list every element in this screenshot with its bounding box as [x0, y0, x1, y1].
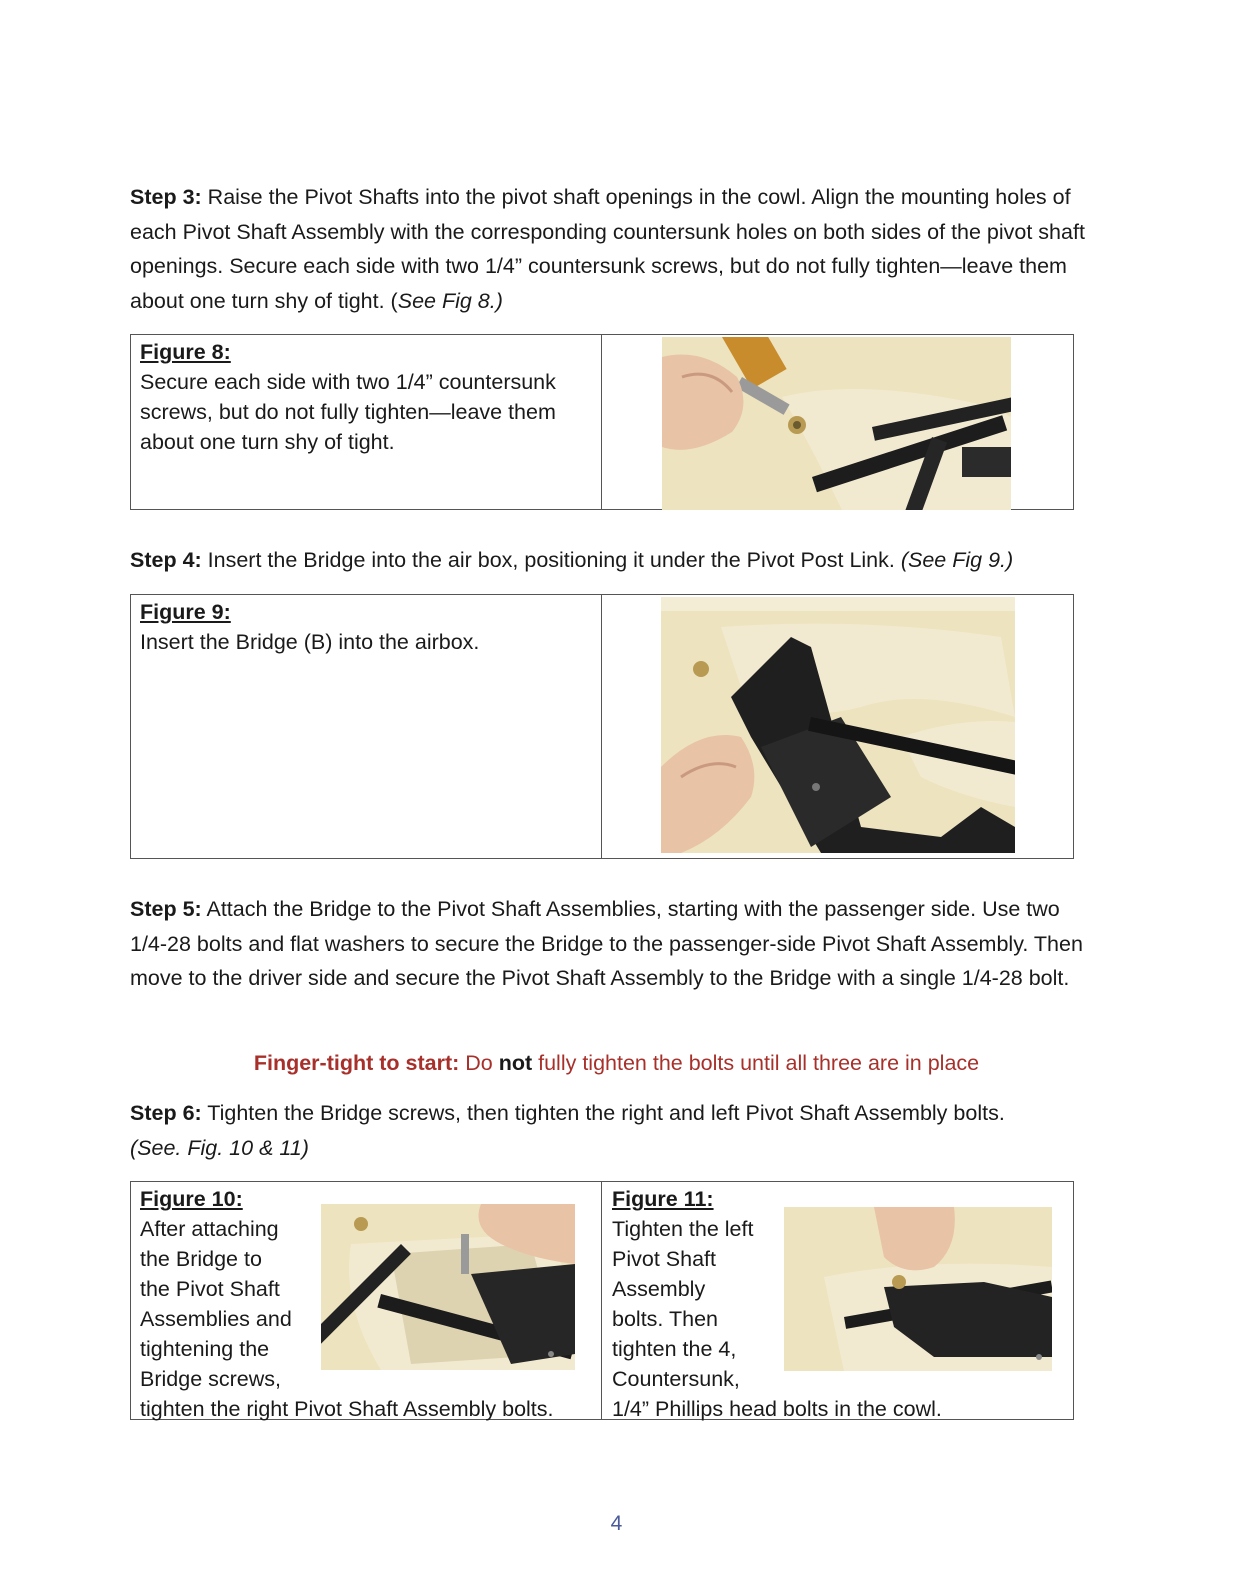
step-6-text: Tighten the Bridge screws, then tighten the right and left Pivot Shaft Assembly bolts.	[201, 1101, 1005, 1125]
figure-8-title: Figure 8:	[140, 340, 231, 364]
figure-8-text	[140, 337, 590, 457]
finger-tight-callout	[0, 1046, 1233, 1080]
figure-8-table	[130, 334, 1074, 510]
step-5-text: Attach the Bridge to the Pivot Shaft Assemblies, starting with the passenger side. Use two 1/4-28 bolts and flat washers to secure the Bridge to the passenger-side Pivot Shaft Assembly. Then move to the driver side and secure the Pivot Shaft Assembly to the Bridge with a single 1/4-28 bolt.	[130, 897, 1083, 990]
figures-10-11-table	[130, 1181, 1074, 1420]
table-divider	[601, 335, 602, 509]
callout-label: Finger-tight to start:	[253, 1051, 460, 1075]
step-6-reference: (See. Fig. 10 & 11)	[130, 1135, 309, 1160]
step-4-text: Insert the Bridge into the air box, positioning it under the Pivot Post Link.	[201, 548, 901, 572]
figure-9-caption: Insert the Bridge (B) into the airbox.	[140, 630, 480, 654]
figure-11-photo	[784, 1207, 1052, 1371]
figure-10-photo	[321, 1204, 575, 1370]
step-4-paragraph	[130, 543, 1090, 578]
step-5-paragraph	[130, 892, 1090, 996]
figure-11-title: Figure 11:	[612, 1187, 714, 1211]
figure-11-line: Assembly	[612, 1277, 706, 1301]
step-5-label: Step 5:	[130, 897, 202, 921]
step-4-label: Step 4:	[130, 548, 202, 572]
figure-10-line: Assemblies and	[140, 1307, 292, 1331]
figure-9-title: Figure 9:	[140, 600, 231, 624]
figure-11-line: Pivot Shaft	[612, 1247, 716, 1271]
figure-10-line: tightening the	[140, 1337, 270, 1361]
figure-11-line: tighten the 4,	[612, 1337, 737, 1361]
step-6-paragraph	[130, 1096, 1090, 1165]
figure-9-table	[130, 594, 1074, 859]
figure-11-line: Tighten the left	[612, 1217, 754, 1241]
figure-10-line: tighten the right Pivot Shaft Assembly bolts.	[140, 1397, 554, 1421]
step-3-reference: See Fig 8.)	[397, 288, 503, 313]
page-number: 4	[610, 1512, 623, 1535]
figure-9-text	[140, 597, 590, 657]
step-6-label: Step 6:	[130, 1101, 202, 1125]
callout-pre: Do	[459, 1051, 499, 1075]
table-divider	[601, 595, 602, 858]
step-3-text: Raise the Pivot Shafts into the pivot shaft openings in the cowl. Align the mounting holes of each Pivot Shaft Assembly with the corresponding countersunk holes on both sides of the pivot shaft openings. Secure each side with two 1/4” countersunk screws, but do not fully tighten—leave them about one turn shy of tight. (	[130, 185, 1085, 313]
callout-emphasis: not	[498, 1051, 533, 1075]
figure-8-photo	[662, 337, 1011, 510]
step-3-label: Step 3:	[130, 185, 202, 209]
figure-10-line: the Bridge to	[140, 1247, 262, 1271]
step-4-reference: (See Fig 9.)	[900, 548, 1014, 572]
figure-8-caption: Secure each side with two 1/4” countersunk screws, but do not fully tighten—leave them about one turn shy of tight.	[140, 370, 556, 454]
figure-10-line: the Pivot Shaft	[140, 1277, 280, 1301]
figure-11-line: bolts. Then	[612, 1307, 718, 1331]
figure-10-title: Figure 10:	[140, 1187, 243, 1211]
step-3-paragraph	[130, 180, 1090, 318]
figure-10-line: Bridge screws,	[140, 1367, 281, 1391]
table-divider	[601, 1182, 602, 1419]
figure-11-line: Countersunk,	[612, 1367, 740, 1391]
figure-9-photo	[661, 597, 1015, 853]
figure-11-line: 1/4” Phillips head bolts in the cowl.	[612, 1397, 942, 1421]
callout-post: fully tighten the bolts until all three are in place	[532, 1051, 980, 1075]
figure-10-line: After attaching	[140, 1217, 279, 1241]
